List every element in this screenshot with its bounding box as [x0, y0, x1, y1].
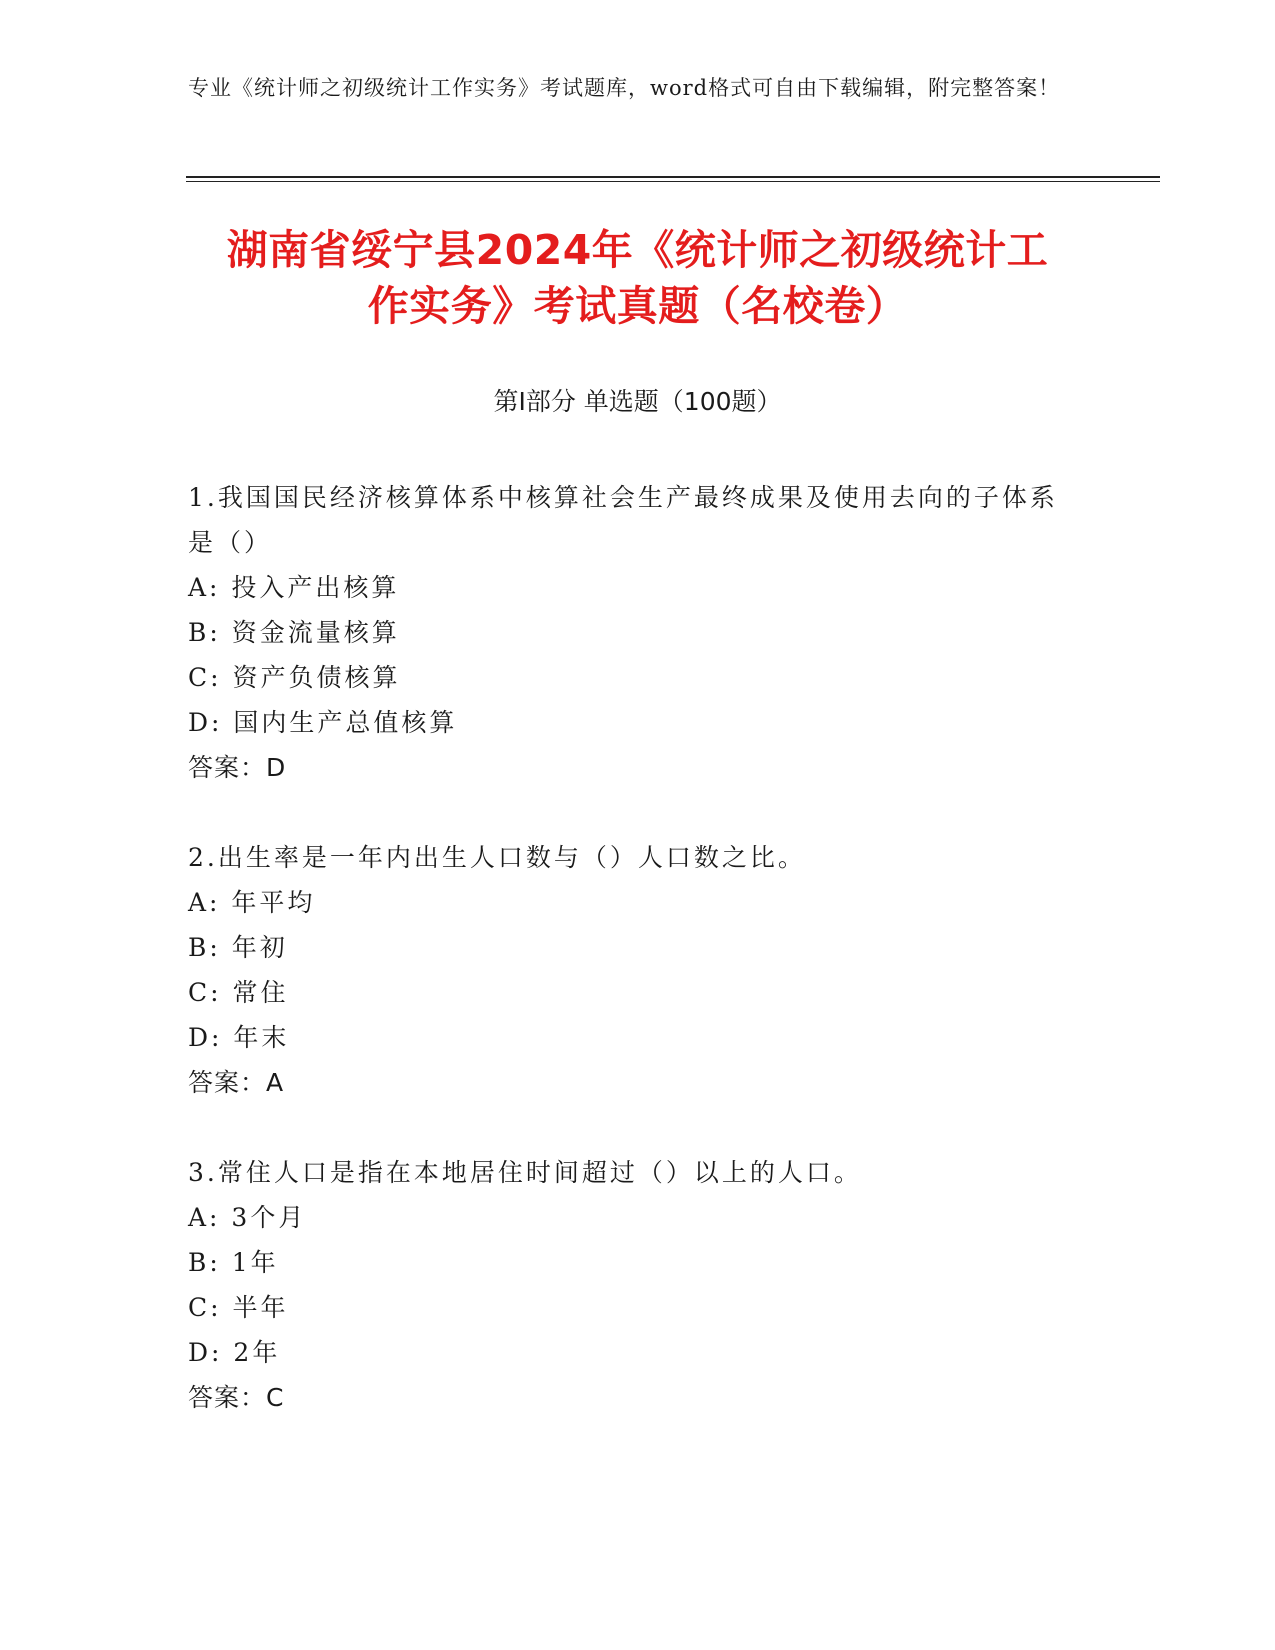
header-rule-thin: [186, 181, 1160, 182]
option-a: A: 3个月: [188, 1203, 307, 1232]
section-title: 第I部分 单选题（100题）: [493, 387, 782, 416]
option-b: B: 年初: [188, 933, 288, 962]
question-3: [188, 1150, 1068, 1420]
document-title-line-1: 湖南省绥宁县2024年《统计师之初级统计工: [226, 226, 1049, 274]
header-note: 专业《统计师之初级统计工作实务》考试题库，word格式可自由下载编辑，附完整答案！: [188, 76, 1061, 100]
option-a: A: 年平均: [188, 888, 316, 917]
option-c: C: 半年: [188, 1293, 289, 1322]
question-2: [188, 835, 1068, 1105]
option-d: D: 年末: [188, 1023, 290, 1052]
question-1: [188, 475, 1068, 790]
option-d: D: 国内生产总值核算: [188, 708, 458, 737]
option-b: B: 资金流量核算: [188, 618, 400, 647]
question-stem: 1.我国国民经济核算体系中核算社会生产最终成果及使用去向的子体系是（）: [188, 483, 1058, 557]
option-c: C: 资产负债核算: [188, 663, 401, 692]
answer: 答案：C: [188, 1383, 285, 1412]
question-stem: 3.常住人口是指在本地居住时间超过（）以上的人口。: [188, 1158, 862, 1187]
option-d: D: 2年: [188, 1338, 281, 1367]
header-rule-thick: [186, 176, 1160, 178]
option-a: A: 投入产出核算: [188, 573, 400, 602]
option-c: C: 常住: [188, 978, 289, 1007]
answer: 答案：D: [188, 753, 287, 782]
question-list: [188, 475, 1068, 1465]
document-title: [170, 222, 1105, 334]
question-stem: 2.出生率是一年内出生人口数与（）人口数之比。: [188, 843, 806, 872]
document-title-line-2: 作实务》考试真题（名校卷）: [367, 282, 908, 330]
option-b: B: 1年: [188, 1248, 279, 1277]
answer: 答案：A: [188, 1068, 285, 1097]
